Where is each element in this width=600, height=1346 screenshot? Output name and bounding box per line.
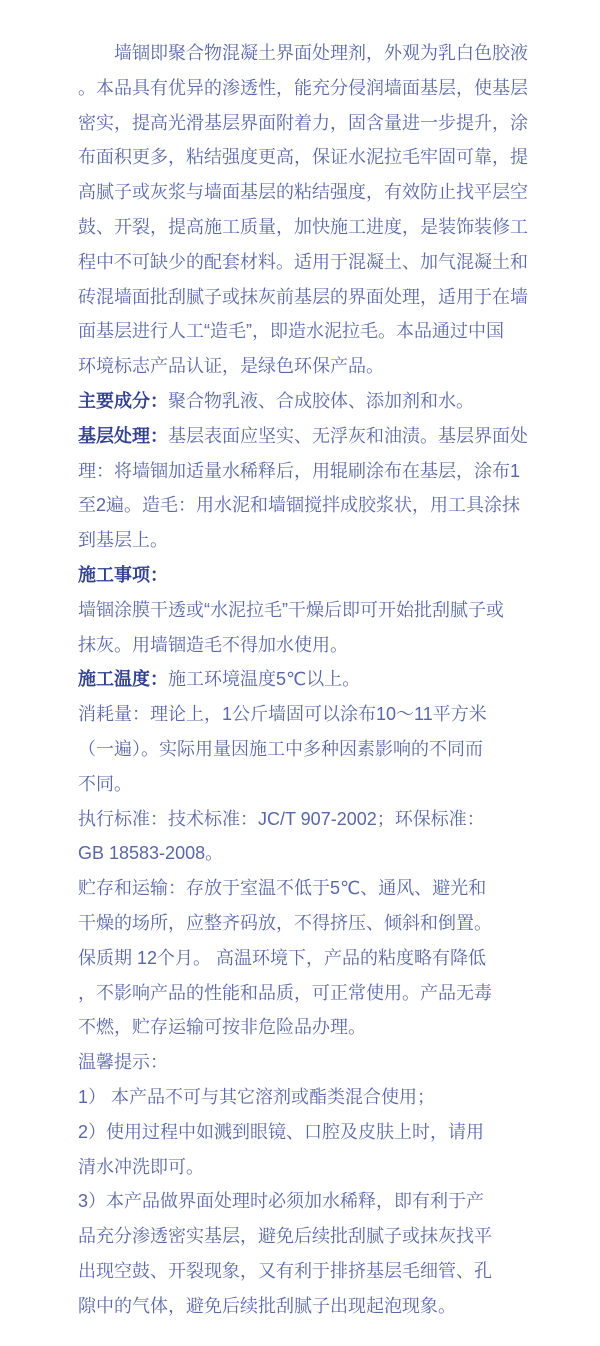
text-segment: 隙中的气体，避免后续批刮腻子出现起泡现象。: [78, 1295, 456, 1316]
text-segment: 布面积更多，粘结强度更高，保证水泥拉毛牢固可靠，提: [78, 147, 528, 168]
text-segment: 到基层上。: [78, 530, 168, 551]
text-segment: （一遍）。实际用量因施工中多种因素影响的不同而: [78, 738, 483, 759]
text-segment: 抹灰。用墙锢造毛不得加水使用。: [78, 634, 348, 655]
text-line: [78, 245, 532, 280]
text-segment: 理：将墙锢加适量水稀释后，用辊刷涂布在基层，涂布1: [78, 460, 521, 481]
text-line: [78, 697, 532, 732]
text-line: [78, 36, 532, 71]
text-line: [78, 419, 532, 454]
text-segment: 不燃，贮存运输可按非危险品办理。: [78, 1017, 366, 1038]
text-segment: 。本品具有优异的渗透性，能充分侵润墙面基层，使基层: [78, 77, 528, 98]
text-segment: 砖混墙面批刮腻子或抹灰前基层的界面处理，适用于在墙: [78, 286, 528, 307]
text-segment: 干燥的场所，应整齐码放，不得挤压、倾斜和倒置。: [78, 912, 492, 933]
section-label: 主要成分：: [78, 390, 168, 411]
text-line: [78, 1289, 532, 1324]
product-description-text: [78, 36, 532, 1323]
text-segment: 聚合物乳液、合成胶体、添加剂和水。: [168, 390, 474, 411]
section-label: 基层处理：: [78, 425, 168, 446]
text-segment: 品充分渗透密实基层，避免后续批刮腻子或抹灰找平: [78, 1226, 492, 1247]
text-line: [78, 732, 532, 767]
text-line: [78, 1045, 532, 1080]
text-segment: 程中不可缺少的配套材料。适用于混凝土、加气混凝土和: [78, 251, 528, 272]
text-segment: 不同。: [78, 773, 132, 794]
text-segment: 温馨提示：: [78, 1052, 168, 1073]
text-line: [78, 1219, 532, 1254]
text-segment: 环境标志产品认证，是绿色环保产品。: [78, 356, 384, 377]
text-segment: GB 18583-2008。: [78, 843, 224, 864]
text-line: [78, 802, 532, 837]
text-segment: 保质期 12个月。 高温环境下，产品的粘度略有降低: [78, 947, 487, 968]
text-segment: 墙锢涂膜干透或“水泥拉毛”干燥后即可开始批刮腻子或: [78, 599, 504, 620]
text-segment: 消耗量：理论上，1公斤墙固可以涂布10～11平方米: [78, 704, 487, 725]
section-label: 施工温度：: [78, 669, 168, 690]
text-line: [78, 106, 532, 141]
text-line: [78, 593, 532, 628]
text-line: [78, 976, 532, 1011]
text-segment: 执行标准：技术标准：JC/T 907-2002；环保标准：: [78, 808, 485, 829]
text-segment: 2）使用过程中如溅到眼镜、口腔及皮肤上时，请用: [78, 1121, 485, 1142]
text-segment: 基层表面应坚实、无浮灰和油渍。基层界面处: [168, 425, 528, 446]
text-segment: 出现空鼓、开裂现象，又有利于排挤基层毛细管、孔: [78, 1260, 492, 1281]
text-segment: 1） 本产品不可与其它溶剂或酯类混合使用；: [78, 1086, 436, 1107]
text-line: [78, 384, 532, 419]
text-line: [78, 314, 532, 349]
text-line: [78, 523, 532, 558]
text-segment: 面基层进行人工“造毛”，即造水泥拉毛。本品通过中国: [78, 321, 504, 342]
text-segment: 清水冲洗即可。: [78, 1156, 204, 1177]
text-line: [78, 280, 532, 315]
text-line: [78, 1254, 532, 1289]
text-line: [78, 1184, 532, 1219]
text-segment: 高腻子或灰浆与墙面基层的粘结强度，有效防止找平层空: [78, 182, 528, 203]
text-line: [78, 628, 532, 663]
text-line: [78, 662, 532, 697]
text-line: [78, 1080, 532, 1115]
text-line: [78, 175, 532, 210]
text-line: [78, 1150, 532, 1185]
text-line: [78, 454, 532, 489]
text-segment: 墙锢即聚合物混凝土界面处理剂，外观为乳白色胶液: [114, 43, 528, 63]
text-line: [78, 836, 532, 871]
text-segment: 施工环境温度5℃以上。: [168, 669, 361, 690]
text-segment: 至2遍。造毛：用水泥和墙锢搅拌成胶浆状，用工具涂抹: [78, 495, 521, 516]
text-line: [78, 140, 532, 175]
section-label: 施工事项：: [78, 564, 168, 585]
text-line: [78, 767, 532, 802]
text-line: [78, 488, 532, 523]
text-line: [78, 1115, 532, 1150]
text-line: [78, 941, 532, 976]
text-line: [78, 71, 532, 106]
text-line: [78, 558, 532, 593]
text-line: [78, 210, 532, 245]
text-line: [78, 349, 532, 384]
text-segment: 3）本产品做界面处理时必须加水稀释，即有利于产: [78, 1191, 485, 1212]
text-segment: 贮存和运输：存放于室温不低于5℃、通风、避光和: [78, 878, 487, 899]
text-segment: 鼓、开裂，提高施工质量，加快施工进度，是装饰装修工: [78, 216, 528, 237]
text-line: [78, 871, 532, 906]
text-line: [78, 1010, 532, 1045]
text-segment: 密实，提高光滑基层界面附着力，固含量进一步提升，涂: [78, 112, 528, 133]
text-line: [78, 906, 532, 941]
text-segment: ，不影响产品的性能和品质，可正常使用。产品无毒: [78, 982, 492, 1003]
